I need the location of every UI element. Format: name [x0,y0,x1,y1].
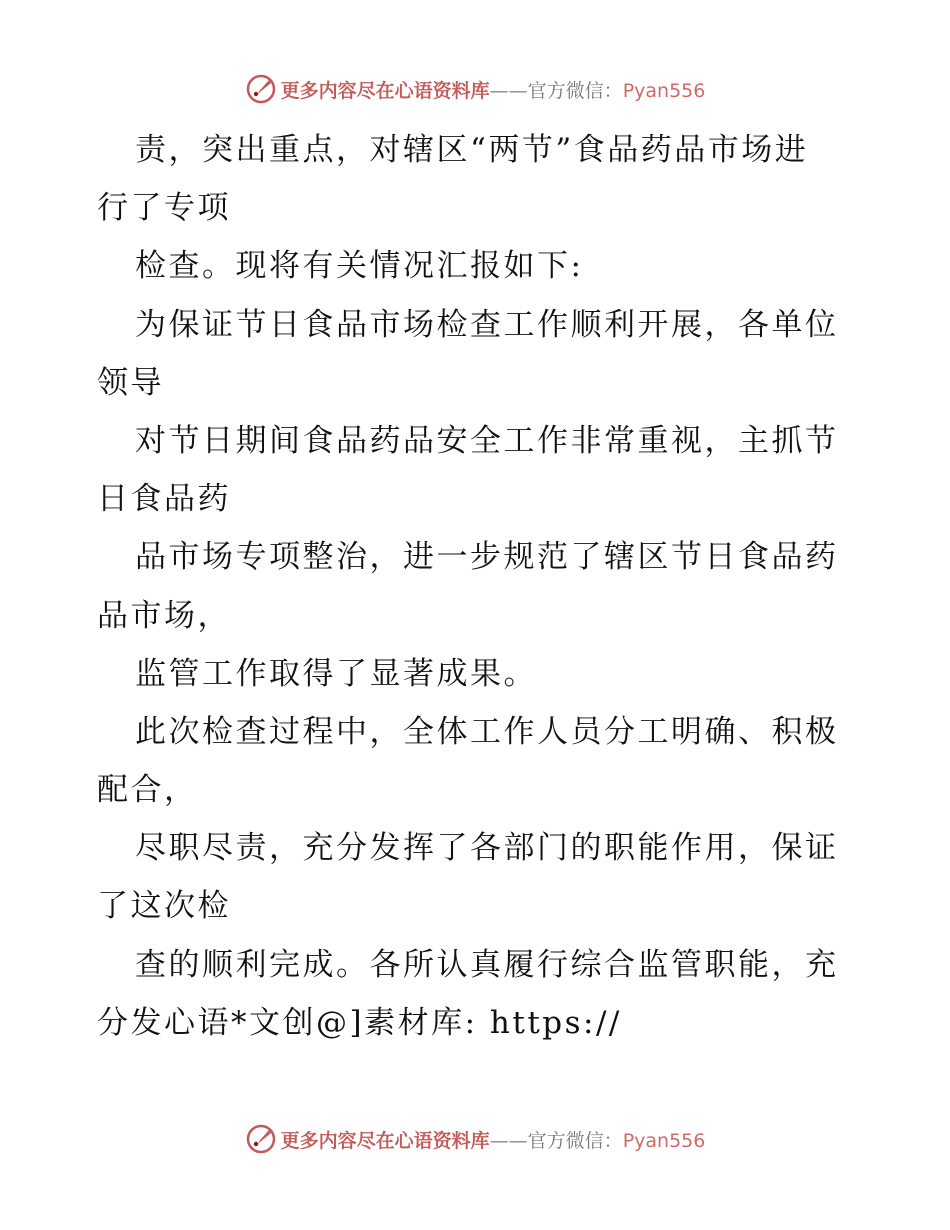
body-line: 监管工作取得了显著成果。 [135,655,537,692]
body-line: 了这次检 [97,888,231,925]
footer-text [281,1126,706,1153]
body-line: 对节日期间食品药品安全工作非常重视，主抓节 [135,422,839,459]
body-line: 尽职尽责，充分发挥了各部门的职能作用，保证 [135,830,839,867]
body-line: 此次检查过程中，全体工作人员分工明确、积极 [135,713,839,750]
body-line: 配合， [97,772,198,809]
footer-banner [0,1122,950,1156]
header-dash: —— [489,79,528,102]
feather-pen-circle-icon [245,1123,277,1155]
body-line: 为保证节日食品市场检查工作顺利开展，各单位 [135,306,839,343]
body-line: 品市场， [97,597,231,634]
body-line: 品市场专项整治，进一步规范了辖区节日食品药 [135,539,839,576]
body-line: 分发心语*文创@]素材库: https:// [97,1004,622,1041]
header-text [281,76,706,103]
header-main-text: 更多内容尽在心语资料库 [280,79,490,102]
document-body [97,121,857,1052]
footer-sub-text: 官方微信： [527,1129,623,1152]
body-line: 检查。现将有关情况汇报如下: [135,248,584,285]
body-line: 日食品药 [97,481,231,518]
header-wechat-id: Pyan556 [622,79,706,102]
body-line: 行了专项 [97,190,231,227]
header-banner [0,72,950,106]
header-sub-text: 官方微信： [527,79,623,102]
footer-wechat-id: Pyan556 [622,1129,706,1152]
feather-pen-circle-icon [245,73,277,105]
footer-main-text: 更多内容尽在心语资料库 [280,1129,490,1152]
body-line: 领导 [97,364,164,401]
body-line: 查的顺利完成。各所认真履行综合监管职能，充 [135,946,839,983]
body-line: 责，突出重点，对辖区“两节”食品药品市场进 [135,132,809,168]
footer-dash: —— [489,1129,528,1152]
